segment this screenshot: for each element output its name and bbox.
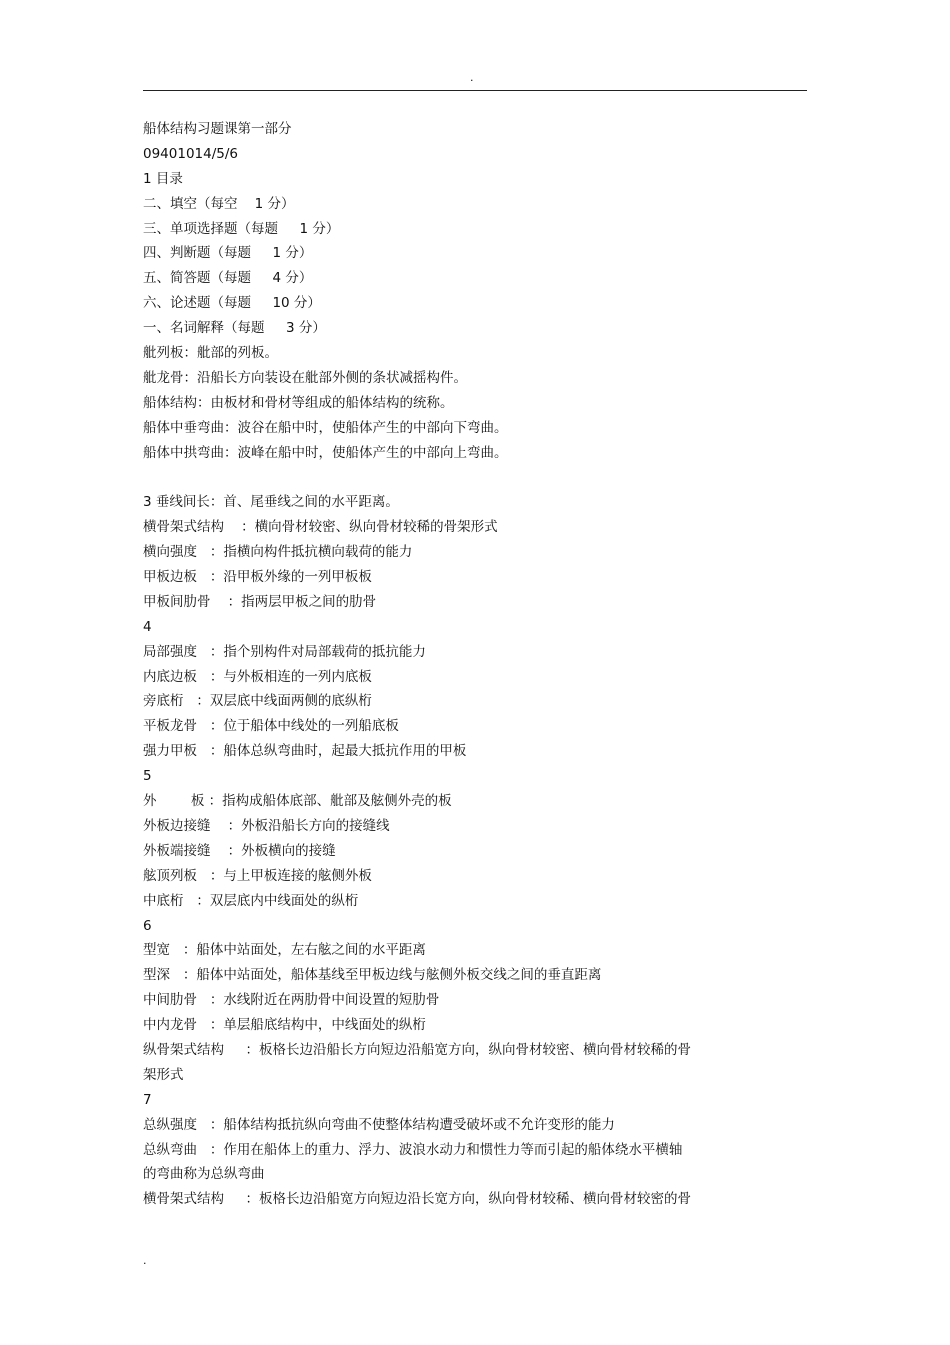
text-line: 三、单项选择题（每题 1 分）: [143, 220, 340, 237]
document-body: [143, 117, 763, 1212]
text-line: 舭龙骨：沿船长方向装设在舭部外侧的条状减摇构件。: [143, 369, 467, 386]
text-line: 中内龙骨 ：单层船底结构中，中线面处的纵桁: [143, 1017, 426, 1034]
text-line: 船体结构：由板材和骨材等组成的船体结构的统称。: [143, 394, 454, 411]
text-line: 甲板边板 ：沿甲板外缘的一列甲板板: [143, 569, 372, 586]
text-line: [143, 465, 763, 490]
text-line: 架形式: [143, 1066, 184, 1083]
text-line: 纵骨架式结构 ：板格长边沿船长方向短边沿船宽方向，纵向骨材较密、横向骨材较稀的骨: [143, 1041, 691, 1058]
text-line: 7: [143, 1091, 152, 1108]
text-line: 船体结构习题课第一部分: [143, 121, 292, 137]
footer-mark: .: [143, 1254, 147, 1267]
text-line: 型宽 ：船体中站面处，左右舷之间的水平距离: [143, 942, 426, 959]
text-line: 横向强度 ：指横向构件抵抗横向载荷的能力: [143, 544, 413, 561]
text-line: 3 垂线间长：首、尾垂线之间的水平距离。: [143, 494, 399, 511]
text-line: 总纵弯曲 ：作用在船体上的重力、浮力、波浪水动力和惯性力等而引起的船体绕水平横轴: [143, 1141, 683, 1158]
text-line: 横骨架式结构 ：横向骨材较密、纵向骨材较稀的骨架形式: [143, 519, 498, 536]
text-line: 的弯曲称为总纵弯曲: [143, 1166, 265, 1183]
header-rule: [143, 90, 807, 91]
text-line: 外 板 ：指构成船体底部、舭部及舷侧外壳的板: [143, 793, 452, 810]
text-line: 中间肋骨 ：水线附近在两肋骨中间设置的短肋骨: [143, 992, 440, 1009]
text-line: 强力甲板 ：船体总纵弯曲时，起最大抵抗作用的甲板: [143, 743, 467, 760]
text-line: 型深 ：船体中站面处，船体基线至甲板边线与舷侧外板交线之间的垂直距离: [143, 967, 602, 984]
text-line: 舭列板：舭部的列板。: [143, 345, 278, 362]
text-line: 局部强度 ：指个别构件对局部载荷的抵抗能力: [143, 643, 426, 660]
text-line: 外板边接缝 ：外板沿船长方向的接缝线: [143, 817, 390, 834]
text-line: 二、填空（每空 1 分）: [143, 195, 295, 212]
text-line: 甲板间肋骨 ：指两层甲板之间的肋骨: [143, 593, 377, 610]
header-mark: .: [470, 71, 474, 84]
text-line: 平板龙骨 ：位于船体中线处的一列船底板: [143, 718, 399, 735]
text-line: 四、判断题（每题 1 分）: [143, 245, 313, 262]
text-line: 横骨架式结构 ：板格长边沿船宽方向短边沿长宽方向，纵向骨材较稀、横向骨材较密的骨: [143, 1191, 691, 1208]
text-line: 1 目录: [143, 170, 183, 187]
text-line: 外板端接缝 ：外板横向的接缝: [143, 842, 336, 859]
text-line: 5: [143, 768, 152, 785]
text-line: 旁底桁 ：双层底中线面两侧的底纵桁: [143, 693, 372, 710]
text-line: 六、论述题（每题 10 分）: [143, 295, 321, 312]
text-line: 船体中垂弯曲：波谷在船中时，使船体产生的中部向下弯曲。: [143, 419, 508, 436]
text-line: 总纵强度 ：船体结构抵抗纵向弯曲不使整体结构遭受破坏或不允许变形的能力: [143, 1116, 615, 1133]
text-line: 五、简答题（每题 4 分）: [143, 270, 313, 287]
text-line: 中底桁 ：双层底内中线面处的纵桁: [143, 892, 359, 909]
text-line: 6: [143, 917, 152, 934]
text-line: 内底边板 ：与外板相连的一列内底板: [143, 668, 372, 685]
text-line: 舷顶列板 ：与上甲板连接的舷侧外板: [143, 867, 372, 884]
text-line: 船体中拱弯曲：波峰在船中时，使船体产生的中部向上弯曲。: [143, 444, 508, 461]
text-line: 一、名词解释（每题 3 分）: [143, 320, 326, 337]
text-line: 09401014/5/6: [143, 145, 238, 162]
text-line: 4: [143, 618, 152, 635]
